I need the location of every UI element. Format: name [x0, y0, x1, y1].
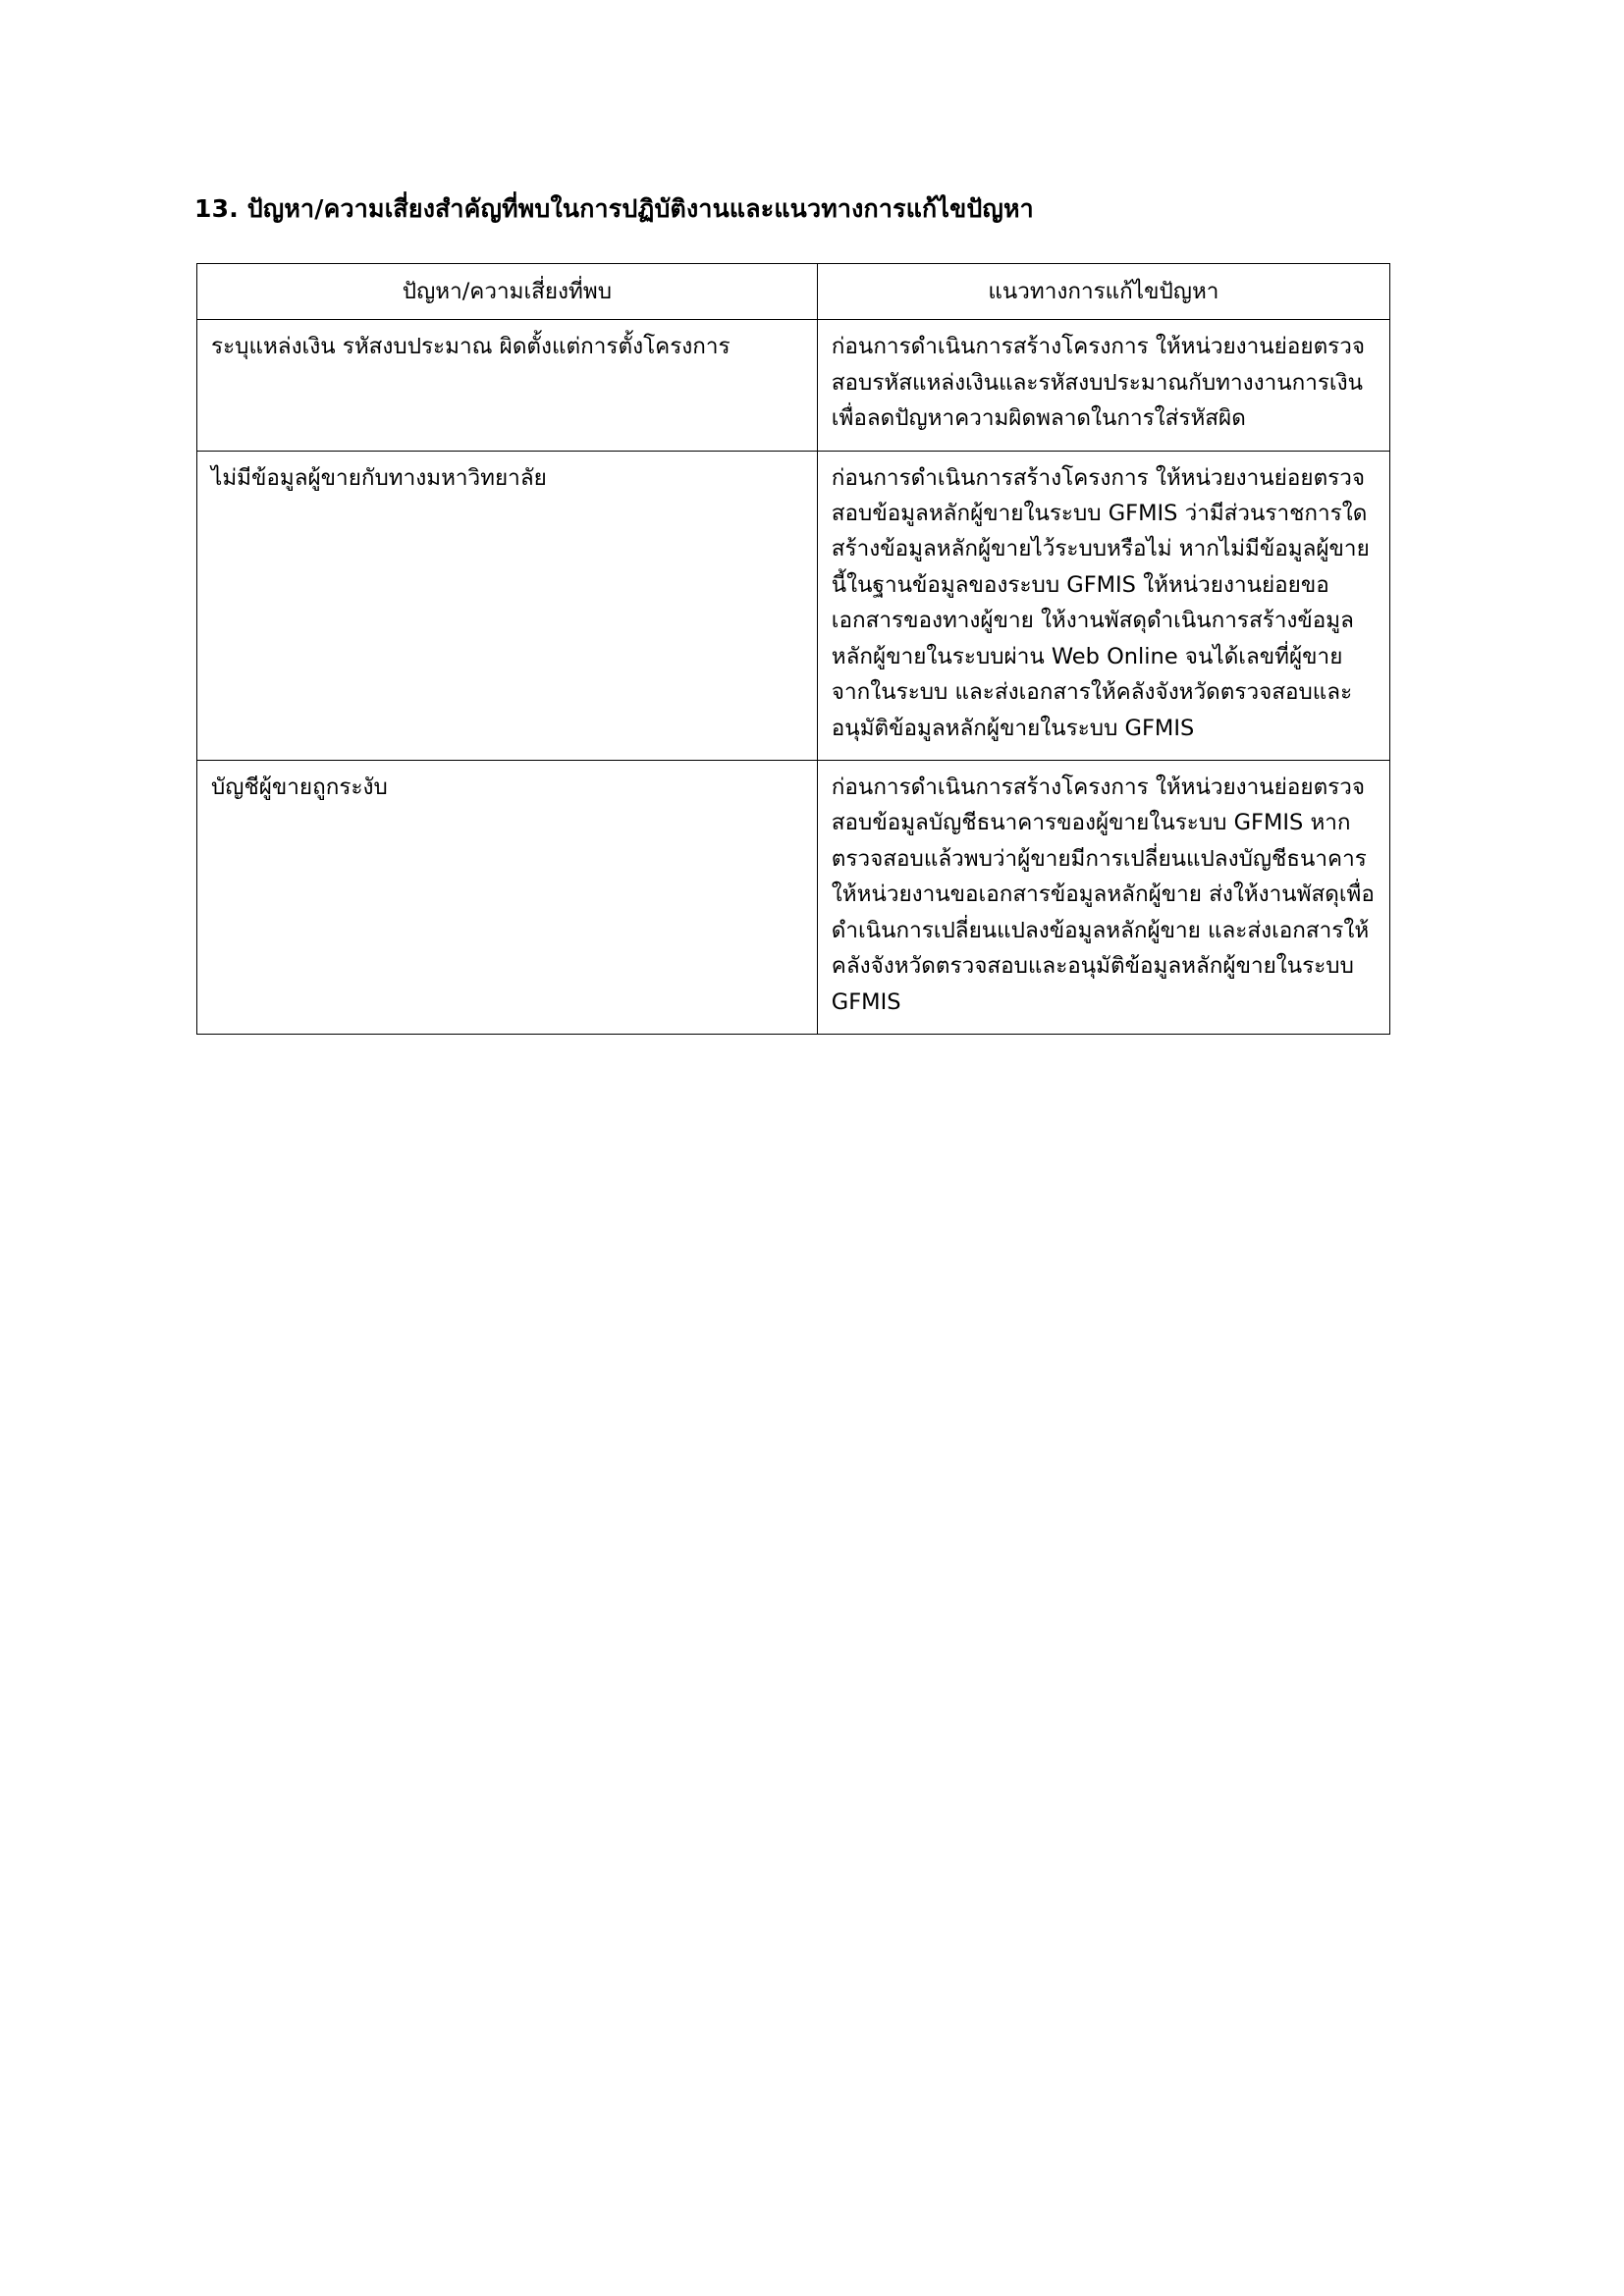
problem-text: บัญชีผู้ขายถูกระงับ	[211, 774, 388, 800]
page-title: 13. ปัญหา/ความเสี่ยงสำคัญที่พบในการปฏิบัติงานและแนวทางการแก้ไขปัญหา	[194, 194, 1034, 223]
table-row	[197, 320, 1390, 451]
page-content	[194, 192, 1432, 1035]
cell-solution	[817, 761, 1389, 1035]
table-row	[197, 761, 1390, 1035]
problem-text: ระบุแหล่งเงิน รหัสงบประมาณ ผิดตั้งแต่การตั้งโครงการ	[211, 334, 731, 360]
column-header-problem: ปัญหา/ความเสี่ยงที่พบ	[197, 263, 818, 319]
solution-text: ก่อนการดำเนินการสร้างโครงการ ให้หน่วยงานย่อยตรวจสอบข้อมูลหลักผู้ขายในระบบ GFMIS ว่ามีส่วนราชการใดสร้างข้อมูลหลักผู้ขายไว้ระบบหรือไม่ หากไม่มีข้อมูลผู้ขายนี้ในฐานข้อมูลของระบบ GFMIS ให้หน่วยงานย่อยขอเอกสารของทางผู้ขาย ให้งานพัสดุดำเนินการสร้างข้อมูลหลักผู้ขายในระบบผ่าน Web Online จนได้เลขที่ผู้ขายจากในระบบ และส่งเอกสารให้คลังจังหวัดตรวจสอบและอนุมัติข้อมูลหลักผู้ขายในระบบ GFMIS	[831, 464, 1370, 741]
cell-problem	[197, 320, 818, 451]
solution-text: ก่อนการดำเนินการสร้างโครงการ ให้หน่วยงานย่อยตรวจสอบข้อมูลบัญชีธนาคารของผู้ขายในระบบ GFMIS หากตรวจสอบแล้วพบว่าผู้ขายมีการเปลี่ยนแปลงบัญชีธนาคาร ให้หน่วยงานขอเอกสารข้อมูลหลักผู้ขาย ส่งให้งานพัสดุเพื่อดำเนินการเปลี่ยนแปลงข้อมูลหลักผู้ขาย และส่งเอกสารให้คลังจังหวัดตรวจสอบและอนุมัติข้อมูลหลักผู้ขายในระบบ GFMIS	[831, 774, 1375, 1015]
solution-text: ก่อนการดำเนินการสร้างโครงการ ให้หน่วยงานย่อยตรวจสอบรหัสแหล่งเงินและรหัสงบประมาณกับทางงานการเงิน เพื่อลดปัญหาความผิดพลาดในการใส่รหัสผิด	[831, 334, 1371, 432]
column-header-solution: แนวทางการแก้ไขปัญหา	[817, 263, 1389, 319]
cell-problem	[197, 451, 818, 761]
cell-solution	[817, 451, 1389, 761]
risk-table	[196, 263, 1390, 1035]
table-header-row	[197, 263, 1390, 319]
table-row	[197, 451, 1390, 761]
problem-text: ไม่มีข้อมูลผู้ขายกับทางมหาวิทยาลัย	[211, 464, 547, 491]
cell-problem	[197, 761, 818, 1035]
cell-solution	[817, 320, 1389, 451]
